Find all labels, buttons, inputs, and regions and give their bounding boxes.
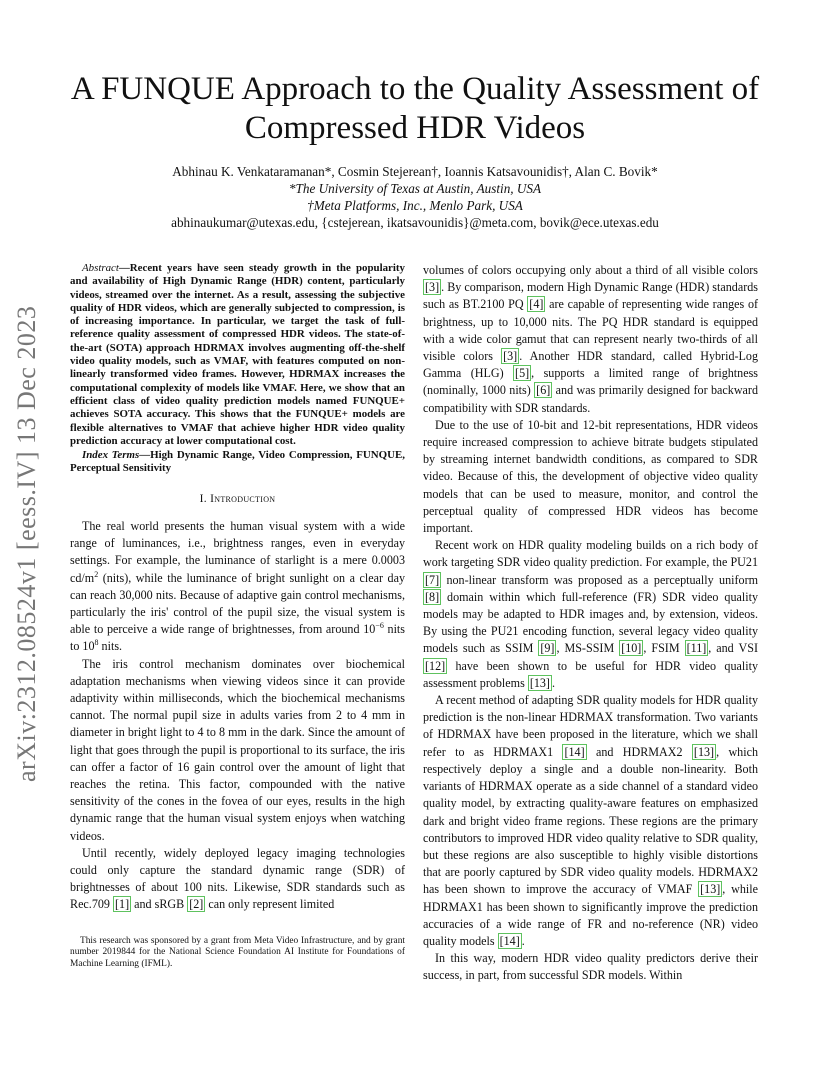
paper-title: A FUNQUE Approach to the Quality Assessment of Compressed HDR Videos	[70, 71, 760, 146]
index-terms-text: —High Dynamic Range, Video Compression, FUNQUE, Perceptual Sensitivity	[70, 449, 405, 475]
citation-link[interactable]: [12]	[425, 658, 446, 673]
author-block	[60, 163, 770, 231]
citation-link[interactable]: [11]	[686, 641, 707, 656]
citation-link[interactable]: [13]	[529, 675, 550, 690]
left-column	[70, 262, 405, 914]
citation-link[interactable]: [13]	[693, 744, 715, 759]
author-emails: abhinaukumar@utexas.edu, {cstejerean, ikatsavounidis}@meta.com, bovik@ece.utexas.edu	[171, 215, 659, 230]
abstract	[70, 262, 405, 448]
right-column	[423, 262, 758, 985]
citation-link[interactable]: [14]	[499, 933, 520, 948]
intro-paragraph-2: The iris control mechanism dominates over biochemical adaptation mechanisms when viewing videos since it can provide adaptivity within milliseconds, which the biochemical mechanisms cannot. The normal pupil size in adults varies from 2 to 4 mm in diameter in bright light to 4 to 8 mm in the dark. Since the amount of light that goes through the pupil is proportional to its surface, the iris can offer a factor of 16 gain control over the amount of light that reaches the retina. This factor, compounded with the native sensitivity of the cones in the fovea of our eyes, results in the high dynamic range that the human visual system enjoys when watching videos.	[70, 656, 405, 843]
citation-link[interactable]: [6]	[536, 383, 551, 398]
citation-link[interactable]: [4]	[529, 297, 544, 312]
abstract-label: Abstract	[82, 262, 119, 274]
section-number: I.	[199, 492, 207, 505]
intro-paragraph-3: Until recently, widely deployed legacy imaging technologies could only capture the standard dynamic range (SDR) of brightnesses of about 100 nits. Likewise, SDR standards such as Rec.709 [1] and sRGB [2] can only represent limited	[70, 845, 405, 912]
citation-link[interactable]: [3]	[425, 280, 440, 295]
section-title: Introduction	[210, 492, 276, 505]
affiliation-ut-austin: *The University of Texas at Austin, Austin, USA	[288, 181, 542, 196]
citation-link[interactable]: [5]	[515, 366, 530, 381]
affiliation-meta: †Meta Platforms, Inc., Menlo Park, USA	[307, 198, 523, 213]
citation-link[interactable]: [13]	[700, 882, 721, 897]
index-terms	[70, 449, 405, 476]
intro-paragraph-4: volumes of colors occupying only about a third of all visible colors [3] . By comparison, modern High Dynamic Range (HDR) standards such as BT.2100 PQ [4] are capable of representing wide ranges of brightness, up to 10,000 nits. The PQ HDR standard is equipped with a wide color gamut that can represent nearly two-thirds of all visible colors [3] . Another HDR standard, called Hybrid-Log Gamma (HLG) [5] , supports a limited range of brightness (nominally, 1000 nits) [6] and was primarily designed for backward compatibility with SDR standards.	[423, 263, 759, 415]
abstract-text: —Recent years have seen steady growth in the popularity and availability of High Dynamic Range (HDR) content, particularly videos, streamed over the internet. As a result, assessing the subjective quality of HDR videos, which are generally subjected to compression, is of increasing importance. In particular, we target the task of full-reference quality assessment of compressed HDR videos. The state-of-the-art (SOTA) approach HDRMAX involves augmenting off-the-shelf video quality models, such as VMAF, with features computed on non-linearly transformed video frames. However, HDRMAX increases the computational complexity of models like VMAF. Here, we show that an efficient class of video quality prediction models named FUNQUE+ achieves SOTA accuracy. This shows that the FUNQUE+ models are flexible alternatives to VMAF that achieve higher HDR video quality prediction accuracy at lower computational cost.	[70, 262, 405, 447]
citation-link[interactable]: [10]	[621, 641, 642, 656]
citation-link[interactable]: [1]	[115, 897, 130, 912]
citation-link[interactable]: [9]	[540, 641, 555, 656]
citation-link[interactable]: [7]	[425, 572, 440, 587]
citation-link[interactable]: [2]	[189, 897, 204, 912]
intro-paragraph-7: A recent method of adapting SDR quality models for HDR quality prediction is the non-linear HDRMAX transformation. Two variants of HDRMAX have been proposed in the literature, which we shall refer to as HDRMAX1 [14] and HDRMAX2 [13] , which respectively deploy a single and a double non-linearity. Both variants of HDRMAX operate as a side channel of a standard video quality model, by extracting quality-aware features on emphasized dark and bright video frame regions. These regions are the primary contributors to improved HDR video quality relative to SDR quality, but these regions are also susceptible to highly visible distortions that are poorly captured by SDR video quality models. HDRMAX2 has been shown to improve the accuracy of VMAF [13] , while HDRMAX1 has been shown to significantly improve the prediction accuracies of a wide range of FR and no-reference (NR) video quality models [14] .	[423, 693, 758, 948]
author-names: Abhinau K. Venkataramanan*, Cosmin Stejerean†, Ioannis Katsavounidis†, Alan C. Bovik*	[172, 164, 658, 179]
footnote: This research was sponsored by a grant from Meta Video Infrastructure, and by grant number 2019844 for the National Science Foundation AI Institute for Foundations of Machine Learning (IFML).	[70, 936, 405, 969]
citation-link[interactable]: [8]	[425, 589, 440, 604]
intro-paragraph-5: Due to the use of 10-bit and 12-bit representations, HDR videos require increased compression to achieve bitrate budgets stipulated by streaming internet bandwidth conditions, as compared to SDR video. Because of this, the development of objective video quality models that can be used to measure, monitor, and control the perceptual quality of compressed HDR videos has become important.	[423, 417, 758, 536]
intro-paragraph-1: The real world presents the human visual system with a wide range of luminances, i.e., brightness ranges, even in everyday settings. For example, the luminance of starlight is a mere 0.0003 $cd/m^2$ (nits), while the luminance of bright sunlight on a clear day can reach 30,000 nits. Because of adaptive gain control mechanisms, particularly the iris' control of the pupil size, the visual system is able to perceive a wide range of brightnesses, from around $10^{-6}$ nits to $10^8$ nits.	[70, 518, 406, 654]
intro-paragraph-6: Recent work on HDR quality modeling builds on a rich body of work targeting SDR video quality prediction. For example, the PU21 [7] non-linear transform was proposed as a perceptually uniform [8] domain within which full-reference (FR) SDR video quality models may be adapted to HDR images and, by extension, videos. By using the PU21 encoding function, several legacy video quality models such as SSIM [9] , MS-SSIM [10] , FSIM [11] , and VSI [12] have been shown to be useful for HDR video quality assessment problems [13] .	[423, 538, 758, 690]
citation-link[interactable]: [3]	[503, 349, 518, 364]
citation-link[interactable]: [14]	[564, 744, 585, 759]
index-terms-label: Index Terms	[82, 449, 140, 462]
section-heading-introduction	[70, 491, 405, 508]
intro-paragraph-8: In this way, modern HDR video quality predictors derive their success, in part, from successful SDR models. Within	[423, 951, 758, 983]
